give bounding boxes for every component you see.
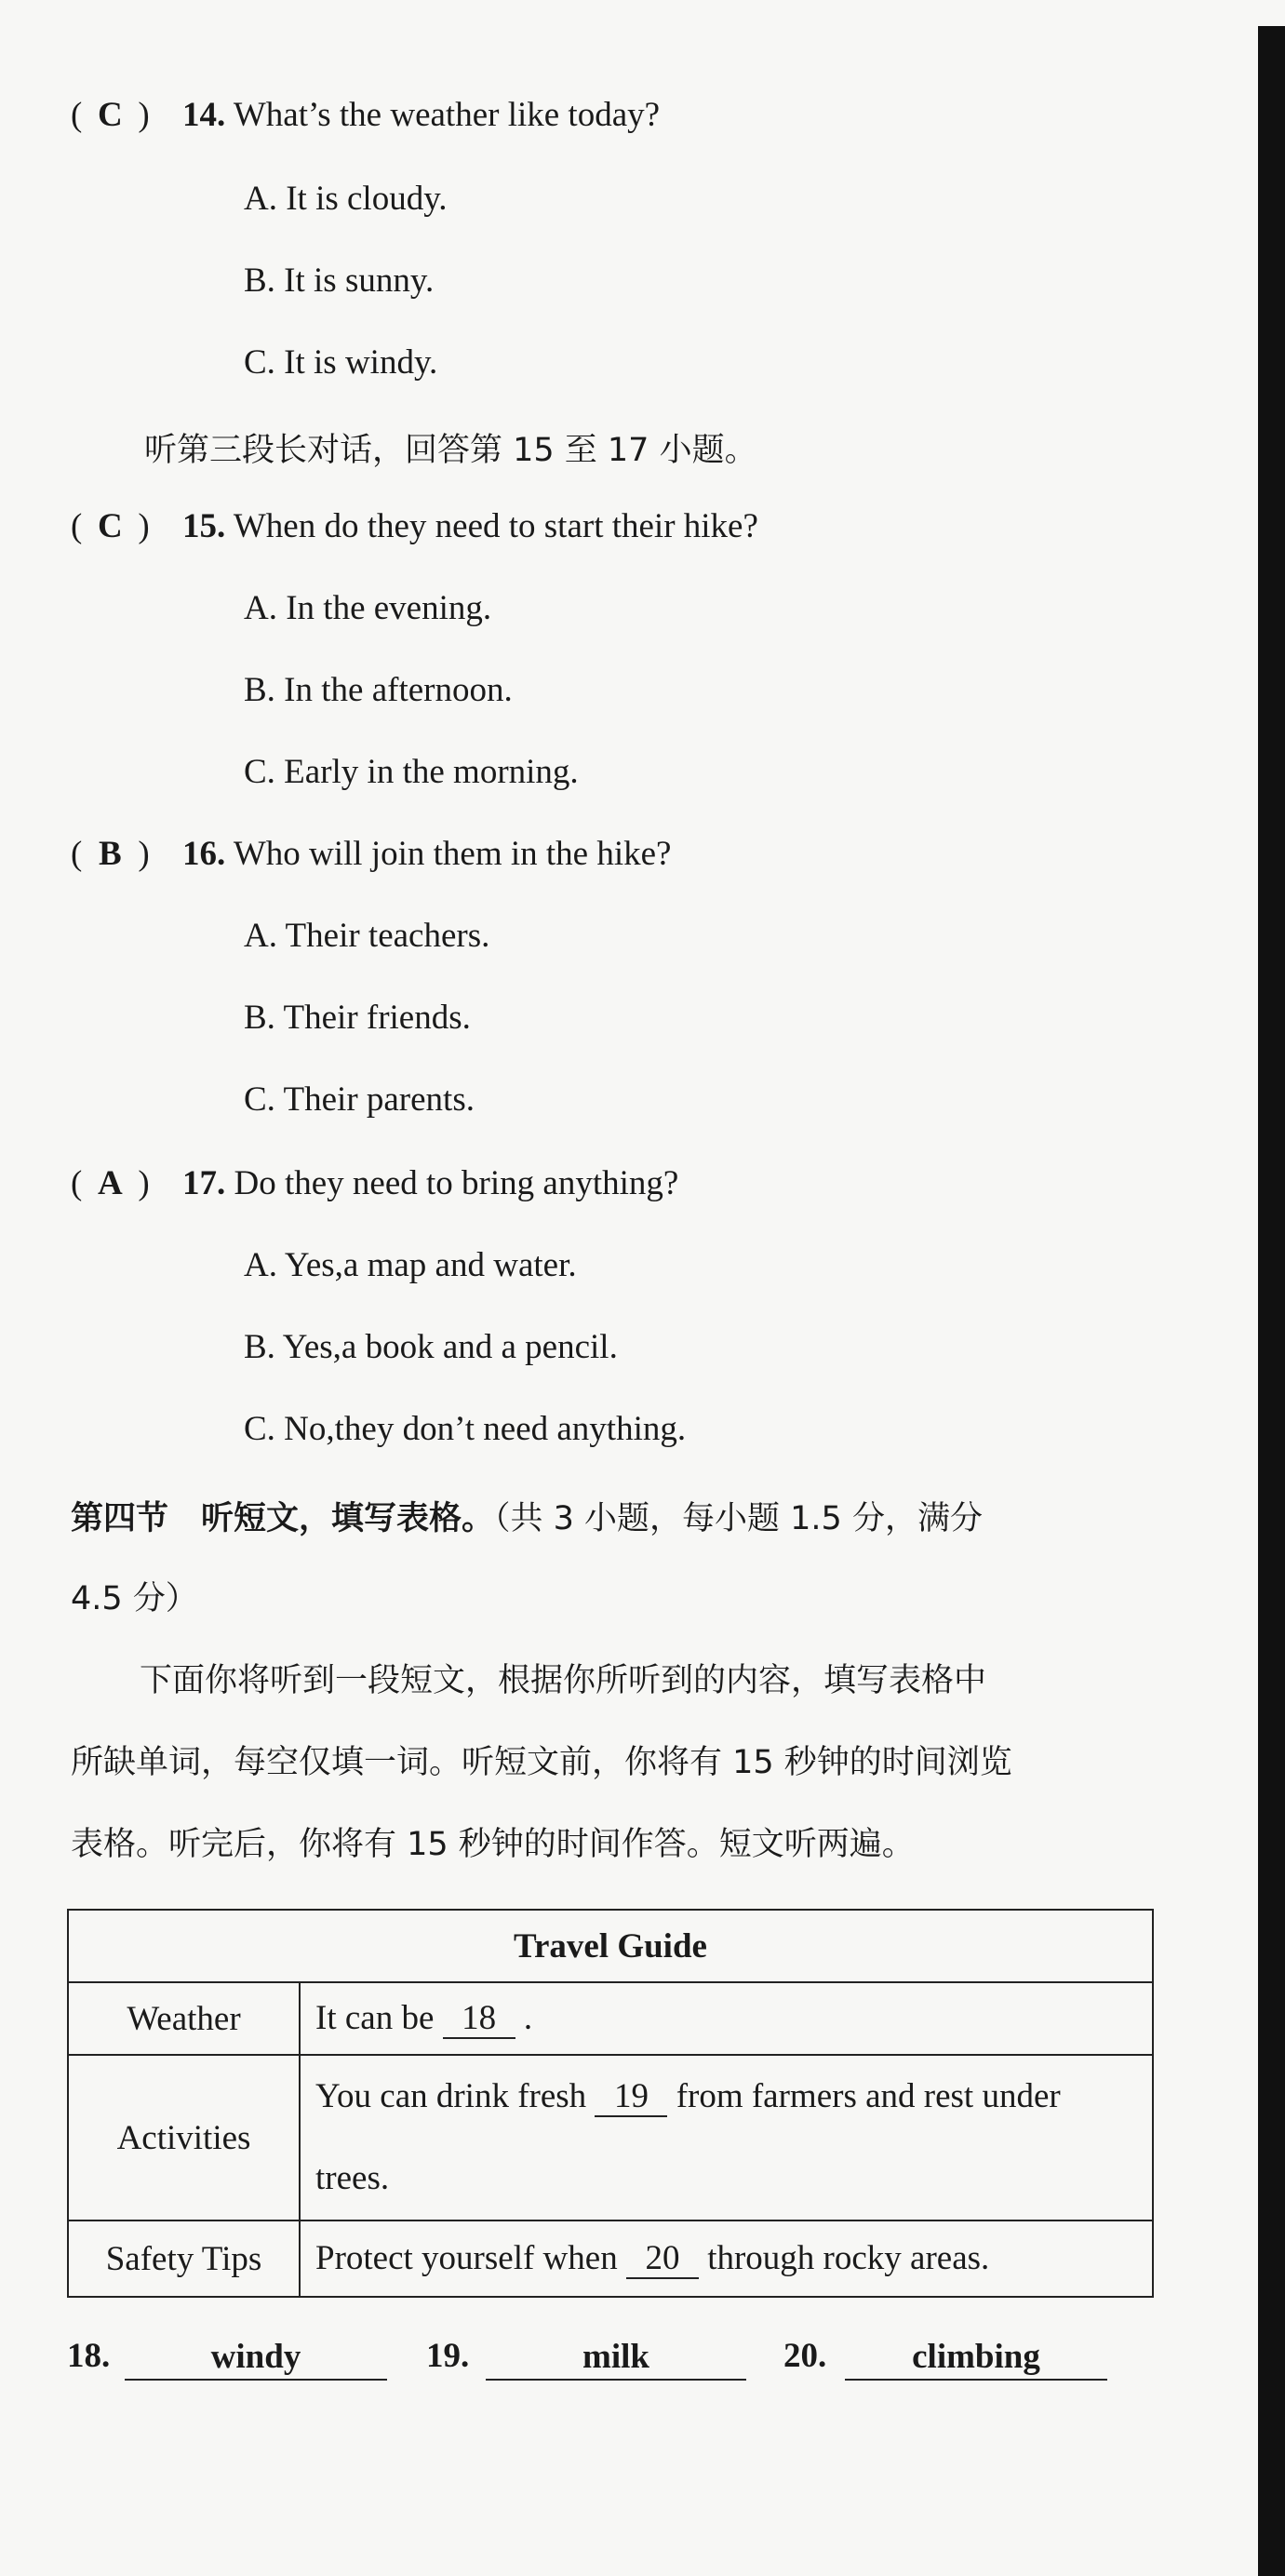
option-b: B. Yes,a book and a pencil. (244, 1328, 618, 1366)
answer-18: windy (125, 2336, 387, 2381)
instruction-line: 下面你将听到一段短文，根据你所听到的内容，填写表格中 (140, 1662, 987, 1699)
option-c: C. Their parents. (244, 1080, 475, 1119)
answer-mark: C (97, 507, 123, 545)
section4-title: 第四节 听短文，填写表格。 (71, 1500, 495, 1537)
table-row-activities (68, 2055, 1153, 2220)
question-15: ( C ) 15. When do they need to start their hike? (71, 507, 758, 545)
row-content: It can be 18 . (300, 1982, 1153, 2055)
option-c: C. It is windy. (244, 343, 438, 382)
option-b: B. Their friends. (244, 999, 471, 1037)
section3-note: 听第三段长对话，回答第 15 至 17 小题。 (144, 432, 757, 469)
table-title: Travel Guide (68, 1910, 1153, 1982)
table-row-weather (68, 1982, 1153, 2055)
answer-label: 19. (426, 2337, 470, 2375)
row-label: Weather (68, 1982, 300, 2055)
answer-19: milk (486, 2336, 746, 2381)
section4-heading (71, 1493, 983, 1539)
question-16: ( B ) 16. Who will join them in the hike? (71, 835, 672, 873)
scan-edge-shadow (1258, 26, 1285, 2576)
answer-mark: B (98, 835, 122, 873)
section4-score-cont: 4.5 分） (71, 1580, 198, 1617)
option-a: A. Yes,a map and water. (244, 1246, 577, 1284)
answer-mark: A (97, 1164, 123, 1202)
question-14: ( C ) 14. What’s the weather like today? (71, 96, 661, 134)
option-a: A. In the evening. (244, 589, 492, 627)
instruction-line: 所缺单词，每空仅填一词。听短文前，你将有 15 秒钟的时间浏览 (71, 1744, 1012, 1781)
row-content: Protect yourself when 20 through rocky areas. (300, 2220, 1153, 2297)
blank-19: 19 (595, 2079, 667, 2117)
blank-18: 18 (443, 2001, 515, 2039)
row-content: You can drink fresh 19 from farmers and rest under trees. (300, 2055, 1153, 2220)
option-b: B. It is sunny. (244, 262, 435, 300)
instruction-line: 表格。听完后，你将有 15 秒钟的时间作答。短文听两遍。 (71, 1826, 915, 1863)
answer-mark: C (97, 96, 123, 134)
answer-20: climbing (845, 2336, 1107, 2381)
answer-label: 18. (67, 2337, 111, 2375)
section4-score: （共 3 小题，每小题 1.5 分，满分 (494, 1500, 983, 1537)
row-label: Activities (68, 2055, 300, 2220)
table-row-safety (68, 2220, 1153, 2297)
option-c: C. No,they don’t need anything. (244, 1410, 687, 1448)
blank-20: 20 (626, 2241, 699, 2279)
option-b: B. In the afternoon. (244, 671, 513, 709)
travel-guide-table (67, 1909, 1154, 2298)
question-17: ( A ) 17. Do they need to bring anything? (71, 1164, 679, 1202)
row-label: Safety Tips (68, 2220, 300, 2297)
option-c: C. Early in the morning. (244, 753, 579, 791)
answer-label: 20. (783, 2337, 827, 2375)
option-a: A. It is cloudy. (244, 180, 448, 218)
option-a: A. Their teachers. (244, 917, 490, 955)
